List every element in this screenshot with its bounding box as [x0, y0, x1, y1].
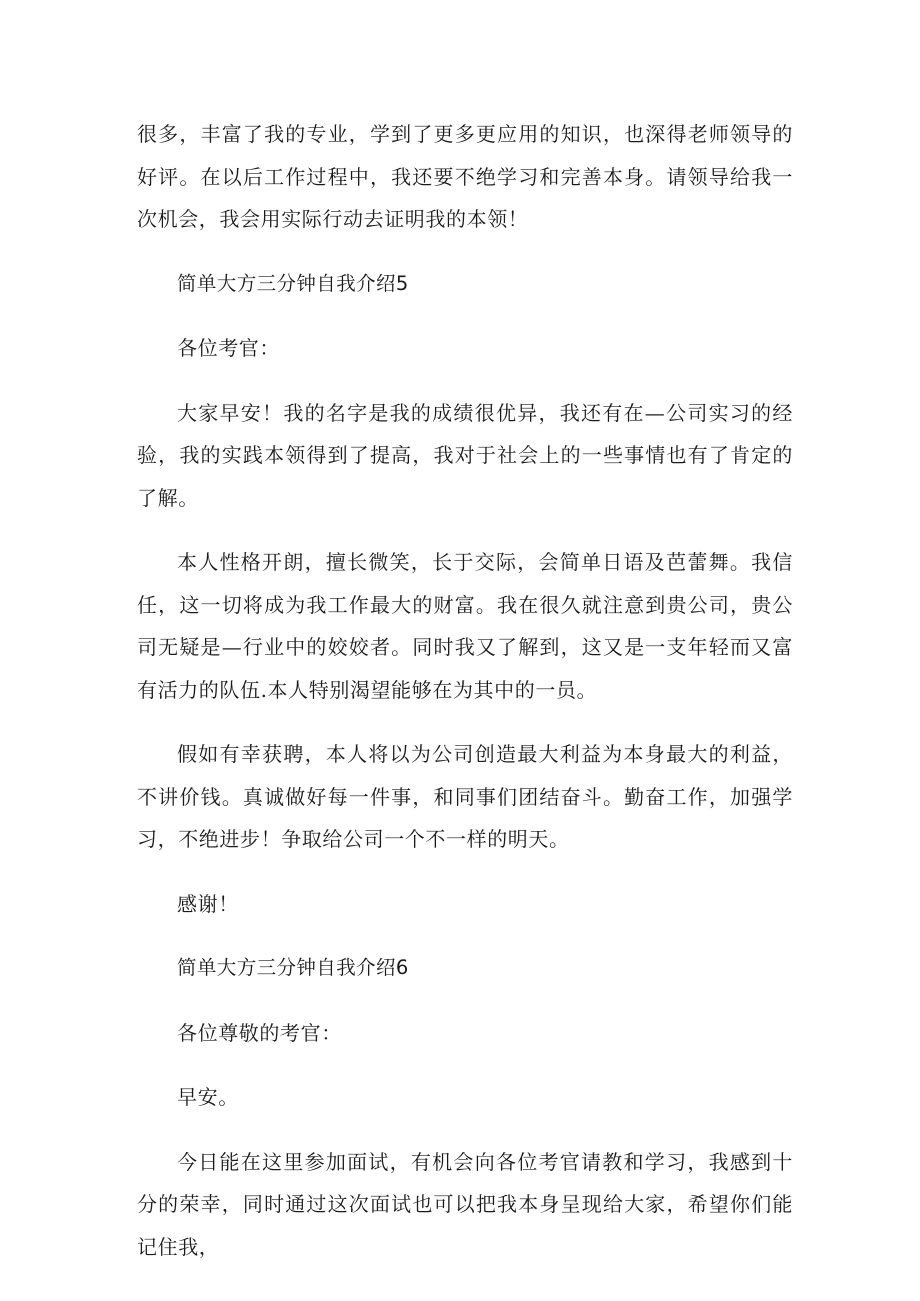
- section-heading-5: 简单大方三分钟自我介绍5: [177, 271, 409, 295]
- salutation-paragraph: 各位考官：: [177, 336, 280, 360]
- morning-greeting-paragraph: 早安。: [177, 1085, 239, 1109]
- personality-paragraph: 本人性格开朗，擅长微笑，长于交际，会简单日语及芭蕾舞。我信任，这一切将成为我工作最大的财富。我在很久就注意到贵公司，贵公司无疑是—行业中的姣姣者。同时我又了解到，这又是一支年轻而又富有活力的队伍.本人特别渴望能够在为其中的一员。: [137, 550, 793, 702]
- section-heading-6: 简单大方三分钟自我介绍6: [177, 956, 409, 979]
- thanks-paragraph: 感谢！: [177, 891, 239, 916]
- salutation-paragraph-2: 各位尊敬的考官：: [177, 1020, 342, 1045]
- paragraph-continuation: 很多，丰富了我的专业，学到了更多更应用的知识，也深得老师领导的好评。在以后工作过程中，我还要不绝学习和完善本身。请领导给我一次机会，我会用实际行动去证明我的本领！: [137, 122, 793, 231]
- commitment-paragraph: 假如有幸获聘，本人将以为公司创造最大利益为本身最大的利益，不讲价钱。真诚做好每一件事，和同事们团结奋斗。勤奋工作，加强学习，不绝进步！争取给公司一个不一样的明天。: [137, 742, 793, 851]
- greeting-paragraph: 大家早安！我的名字是我的成绩很优异，我还有在—公司实习的经验，我的实践本领得到了提高，我对于社会上的一些事情也有了肯定的了解。: [137, 400, 793, 510]
- interview-intro-paragraph: 今日能在这里参加面试，有机会向各位考官请教和学习，我感到十分的荣幸，同时通过这次面试也可以把我本身呈现给大家，希望你们能记住我，: [137, 1149, 793, 1259]
- document-body: [137, 113, 793, 1268]
